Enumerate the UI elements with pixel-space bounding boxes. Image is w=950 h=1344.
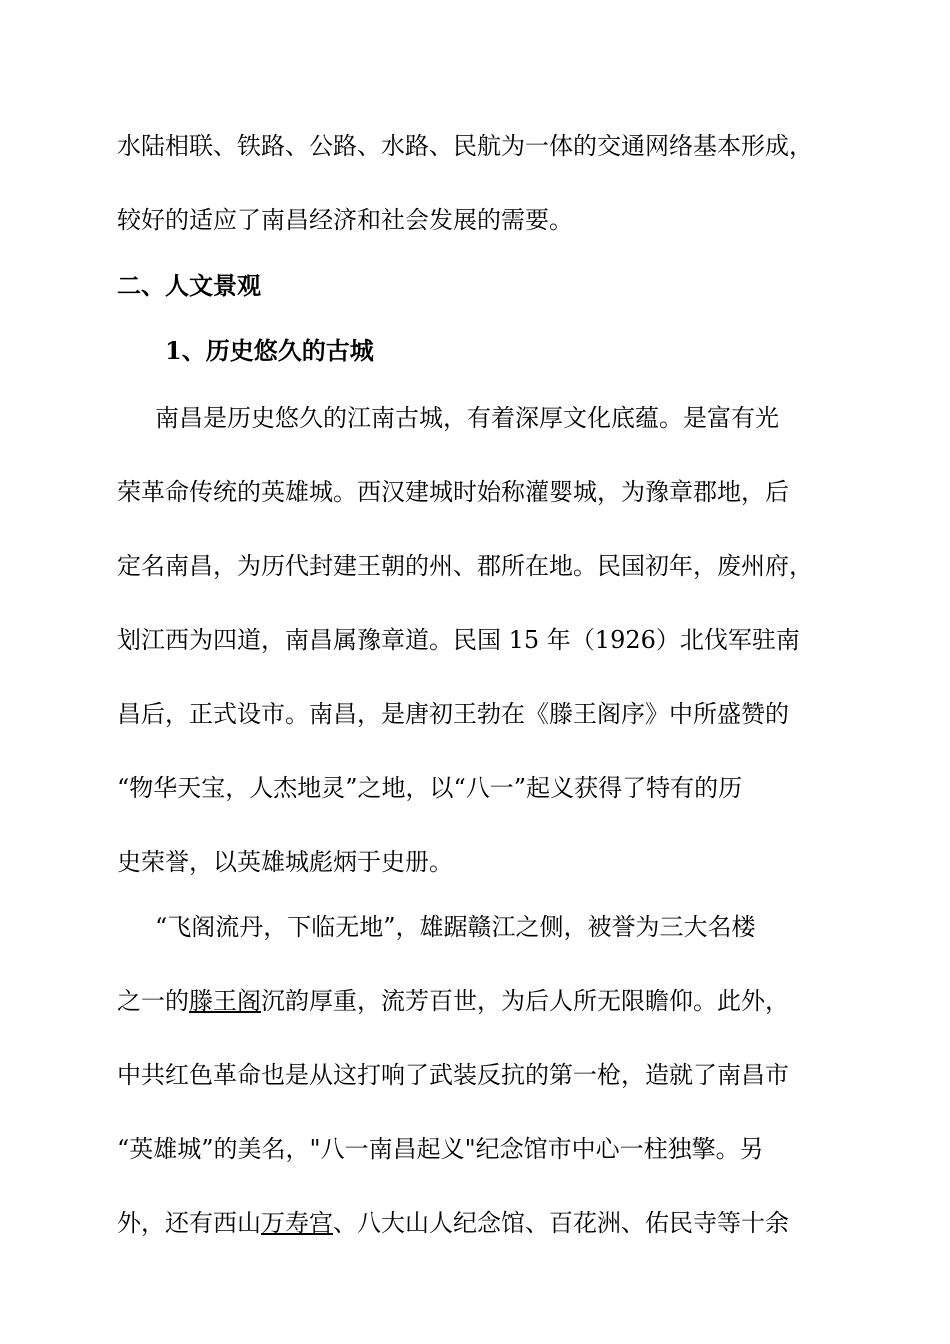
body-text-line: “英雄城”的美名，"八一南昌起义"纪念馆市中心一柱独擎。另 <box>117 1135 764 1163</box>
link-wanshou-palace[interactable]: 万寿宫 <box>261 1209 333 1237</box>
body-text-line: 划江西为四道，南昌属豫章道。民国 15 年（1926）北伐军驻南 <box>117 626 800 654</box>
link-tengwang-pavilion[interactable]: 滕王阁 <box>189 987 261 1015</box>
text-segment: 沉韵厚重，流芳百世，为后人所无限瞻仰。此外， <box>261 987 789 1015</box>
body-text-line: 中共红色革命也是从这打响了武装反抗的第一枪，造就了南昌市 <box>117 1061 789 1089</box>
text-segment: 外，还有西山 <box>117 1209 261 1237</box>
text-segment: 、八大山人纪念馆、百花洲、佑民寺等十余 <box>333 1209 789 1237</box>
paragraph-first-line: “飞阁流丹，下临无地”，雄踞赣江之侧，被誉为三大名楼 <box>155 913 756 941</box>
body-text-line: 水陆相联、铁路、公路、水路、民航为一体的交通网络基本形成， <box>117 132 813 160</box>
body-text-line: 定名南昌，为历代封建王朝的州、郡所在地。民国初年，废州府， <box>117 552 813 580</box>
body-text-line: “物华天宝，人杰地灵”之地，以“八一”起义获得了特有的历 <box>117 774 743 802</box>
section-heading: 二、人文景观 <box>117 271 261 300</box>
body-text-line <box>117 1208 837 1238</box>
body-text-line <box>117 986 837 1016</box>
text-segment: 之一的 <box>117 987 189 1015</box>
body-text-line: 昌后，正式设市。南昌，是唐初王勃在《滕王阁序》中所盛赞的 <box>117 700 789 728</box>
body-text-line: 史荣誉，以英雄城彪炳于史册。 <box>117 848 453 876</box>
subsection-heading: 1、历史悠久的古城 <box>165 336 374 365</box>
body-text-line: 较好的适应了南昌经济和社会发展的需要。 <box>117 206 573 234</box>
paragraph-first-line: 南昌是历史悠久的江南古城，有着深厚文化底蕴。是富有光 <box>155 404 779 432</box>
body-text-line: 荣革命传统的英雄城。西汉建城时始称灌婴城，为豫章郡地，后 <box>117 478 789 506</box>
